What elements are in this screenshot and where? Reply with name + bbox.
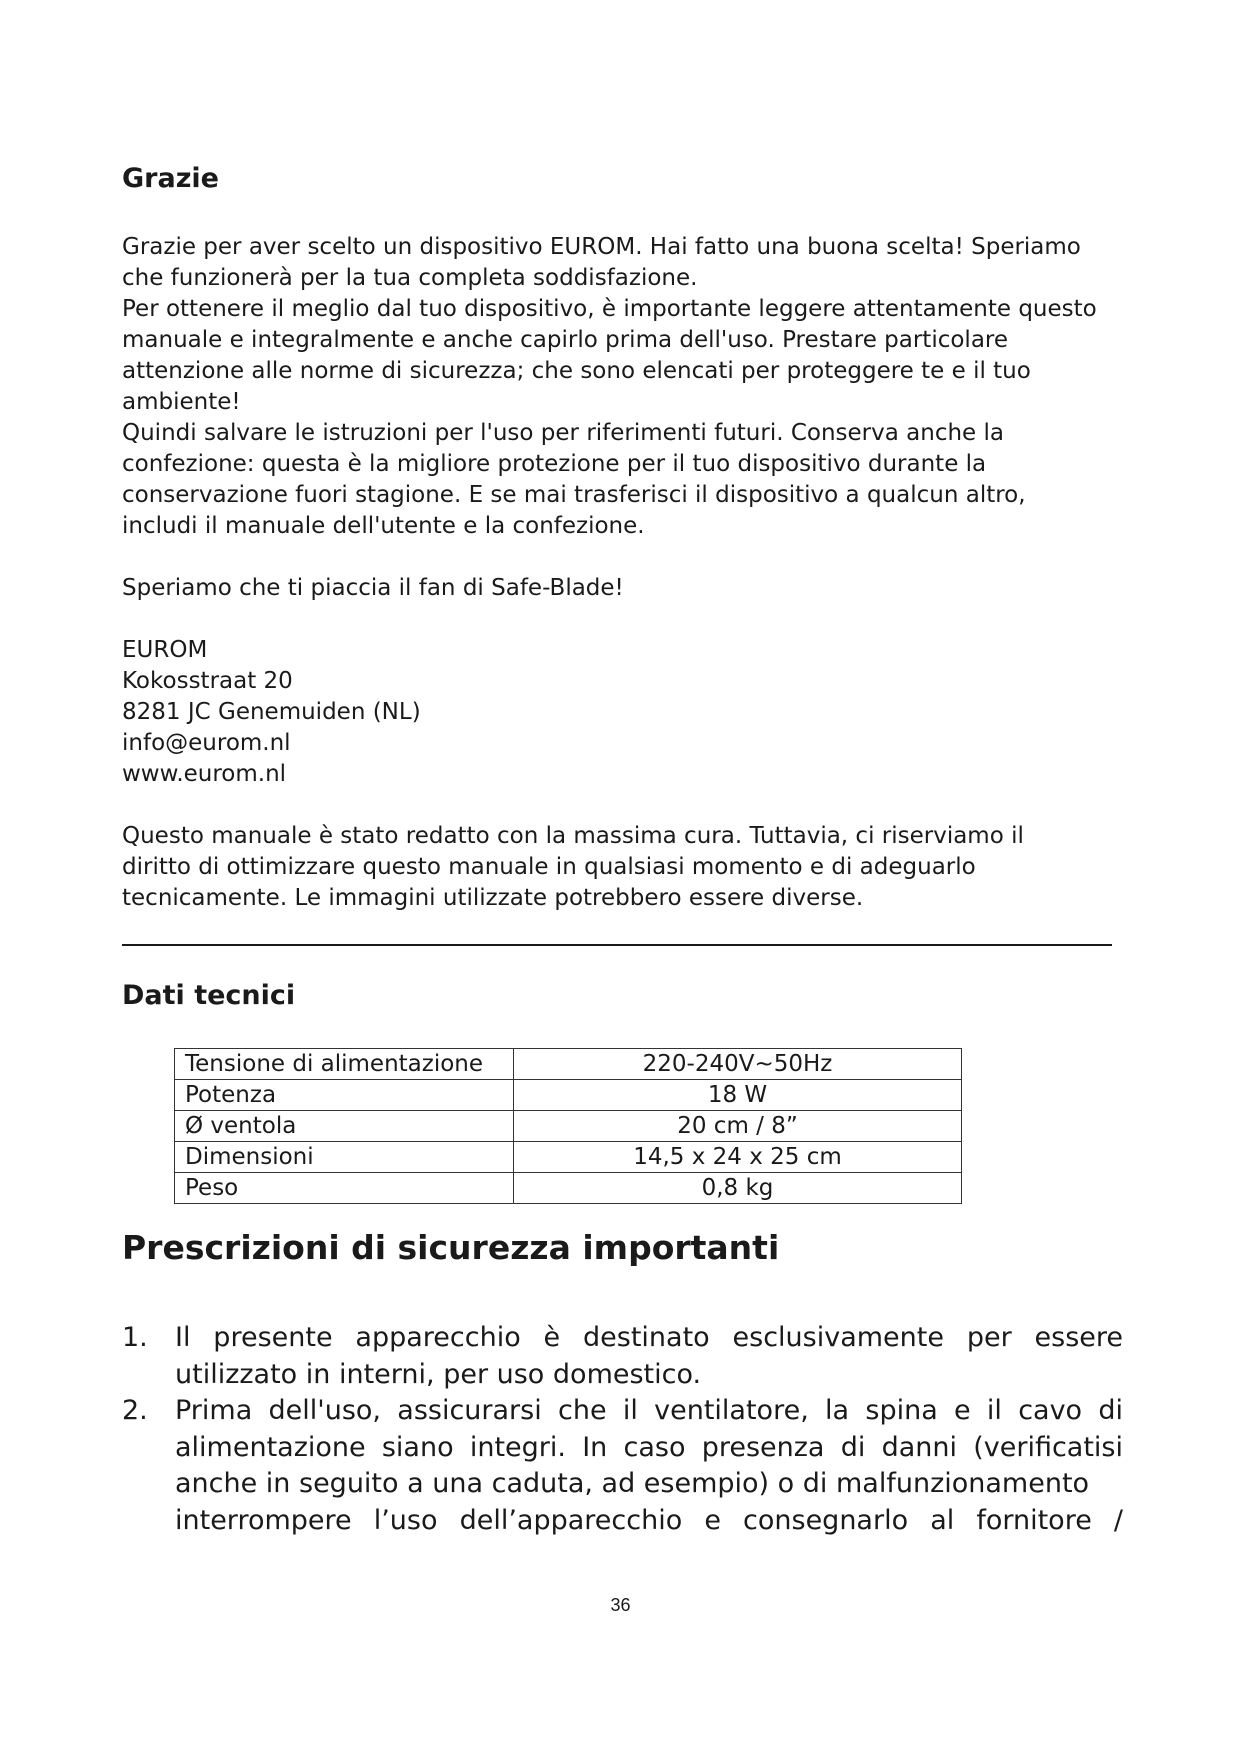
wish-text: [122, 573, 1142, 604]
spec-value: 220-240V~50Hz: [514, 1049, 962, 1080]
text-line: manuale e integralmente e anche capirlo prima dell'uso. Prestare particolare: [122, 327, 1009, 353]
text-line: interrompere l’uso dell’apparecchio e consegnarlo al fornitore /: [175, 1504, 1123, 1536]
postal-city: 8281 JC Genemuiden (NL): [122, 699, 421, 725]
text-line: anche in seguito a una caduta, ad esempio) o di malfunzionamento: [175, 1468, 1090, 1499]
text-line: utilizzato in interni, per uso domestico.: [175, 1358, 702, 1390]
text-line: Quindi salvare le istruzioni per l'uso per riferimenti futuri. Conserva anche la: [122, 420, 1004, 446]
specs-table: [174, 1048, 962, 1204]
text-line: Prima dell'uso, assicurarsi che il ventilatore, la spina e il cavo di: [175, 1395, 1123, 1426]
company-address: [122, 635, 1142, 790]
text-line: che funzionerà per la tua completa soddisfazione.: [122, 265, 698, 291]
table-row: [175, 1142, 962, 1173]
text-line: attenzione alle norme di sicurezza; che sono elencati per proteggere te e il tuo: [122, 358, 1031, 384]
safety-list: [122, 1320, 1172, 1539]
email-text: info@eurom.nl: [122, 730, 291, 756]
text-line: alimentazione siano integri. In caso presenza di danni (verificatisi: [175, 1431, 1123, 1463]
spec-label: Potenza: [175, 1080, 514, 1111]
text-line: includi il manuale dell'utente e la confezione.: [122, 513, 645, 539]
table-row: [175, 1173, 962, 1204]
list-item: [122, 1393, 1172, 1539]
spec-label: Peso: [175, 1173, 514, 1204]
spec-value: 14,5 x 24 x 25 cm: [514, 1142, 962, 1173]
thanks-heading: Grazie: [122, 163, 219, 194]
table-row: [175, 1111, 962, 1142]
spec-label: Dimensioni: [175, 1142, 514, 1173]
company-name: EUROM: [122, 637, 208, 663]
thanks-paragraph: [122, 232, 1142, 542]
specs-heading: Dati tecnici: [122, 980, 296, 1011]
text-line: Grazie per aver scelto un dispositivo EUROM. Hai fatto una buona scelta! Speriamo: [122, 234, 1081, 260]
spec-label: Ø ventola: [175, 1111, 514, 1142]
website-text: www.eurom.nl: [122, 761, 287, 787]
text-line: tecnicamente. Le immagini utilizzate potrebbero essere diverse.: [122, 885, 864, 911]
text-line: ambiente!: [122, 389, 241, 415]
item-number: 2.: [122, 1395, 148, 1426]
list-item: [122, 1320, 1172, 1393]
text-line: Questo manuale è stato redatto con la massima cura. Tuttavia, ci riserviamo il: [122, 823, 1024, 849]
table-row: [175, 1049, 962, 1080]
table-row: [175, 1080, 962, 1111]
item-number: 1.: [122, 1322, 148, 1353]
safety-heading: Prescrizioni di sicurezza importanti: [122, 1228, 780, 1267]
disclaimer-paragraph: [122, 821, 1142, 914]
text-line: confezione: questa è la migliore protezione per il tuo dispositivo durante la: [122, 451, 987, 477]
text-line: conservazione fuori stagione. E se mai trasferisci il dispositivo a qualcun altro,: [122, 482, 1026, 508]
spec-value: 18 W: [514, 1080, 962, 1111]
spec-value: 20 cm / 8”: [514, 1111, 962, 1142]
text-line: Per ottenere il meglio dal tuo dispositivo, è importante leggere attentamente questo: [122, 296, 1097, 322]
page-number: 36: [610, 1595, 631, 1615]
spec-label: Tensione di alimentazione: [175, 1049, 514, 1080]
section-divider: [122, 944, 1112, 946]
street-address: Kokosstraat 20: [122, 668, 293, 694]
text-line: diritto di ottimizzare questo manuale in qualsiasi momento e di adeguarlo: [122, 854, 976, 880]
text-line: Il presente apparecchio è destinato esclusivamente per essere: [175, 1322, 1123, 1353]
text-line: Speriamo che ti piaccia il fan di Safe-Blade!: [122, 575, 624, 601]
spec-value: 0,8 kg: [514, 1173, 962, 1204]
